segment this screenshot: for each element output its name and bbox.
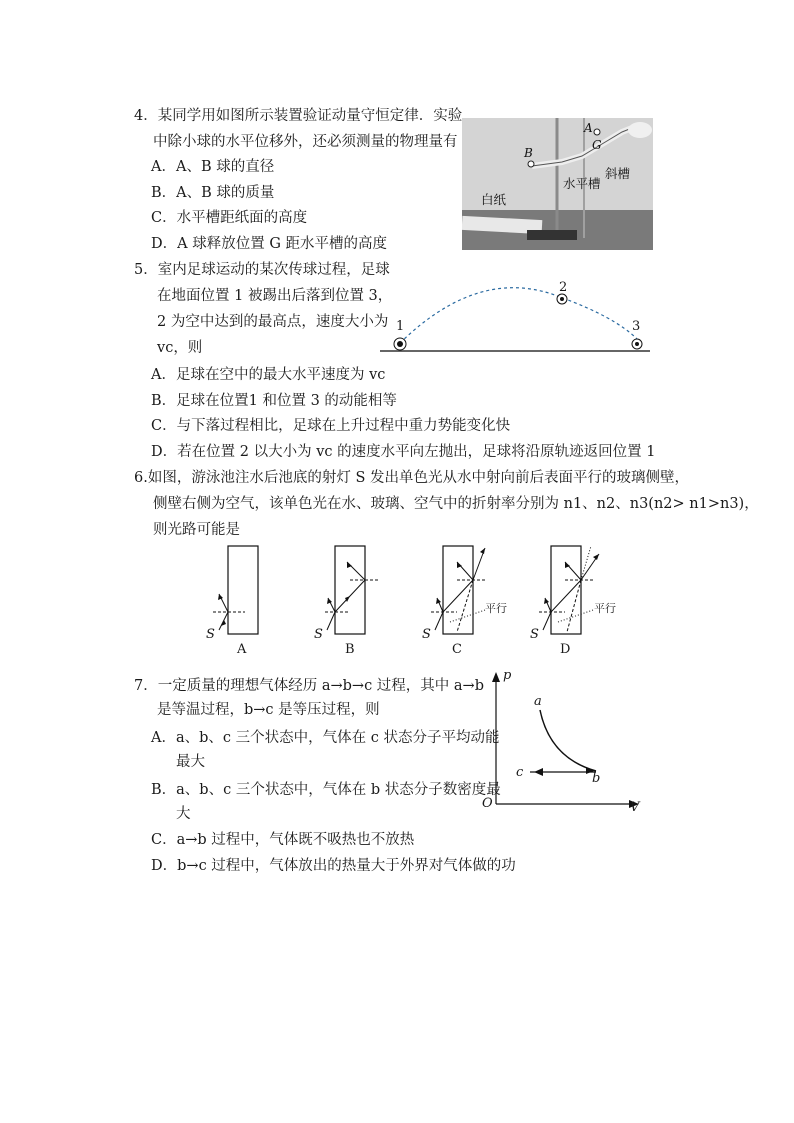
q7-pv-graph	[478, 668, 643, 818]
figure-c	[431, 546, 487, 634]
q5-stem-line4: vc，则	[157, 340, 203, 356]
position-3-label: 3	[632, 319, 641, 334]
fig-label-c: C	[452, 642, 462, 657]
q4-option-a: A．A、B 球的直径	[151, 159, 275, 175]
q7-option-d: D．b→c 过程中，气体放出的热量大于外界对气体做的功	[151, 858, 516, 874]
parallel-label-d: 平行	[594, 602, 616, 615]
source-s-d: S	[530, 627, 539, 642]
q5-option-a: A．足球在空中的最大水平速度为 vc	[151, 367, 386, 383]
figure-a	[213, 546, 258, 634]
q4-number: 4．	[134, 108, 158, 124]
q7-option-a-cont: 最大	[176, 754, 205, 770]
q7-stem-line1: 7．一定质量的理想气体经历 a→b→c 过程，其中 a→b	[134, 678, 484, 694]
label-white-paper: 白纸	[481, 192, 507, 207]
source-s-a: S	[206, 627, 215, 642]
q4-option-d: D．A 球释放位置 G 距水平槽的高度	[151, 236, 388, 252]
q5-stem-line2: 在地面位置 1 被踢出后落到位置 3，	[157, 288, 393, 304]
q5-trajectory-figure	[380, 275, 655, 360]
q7-stem-line2: 是等温过程，b→c 是等压过程，则	[157, 702, 380, 718]
q5-stem-line3: 2 为空中达到的最高点，速度大小为	[157, 314, 389, 330]
fig-label-a: A	[237, 642, 247, 657]
q5-stem-line1: 5．室内足球运动的某次传球过程，足球	[134, 262, 390, 278]
q6-optics-figures	[195, 540, 635, 650]
parallel-label-c: 平行	[485, 602, 507, 615]
label-horizontal-groove: 水平槽	[563, 176, 601, 191]
q5-option-b: B．足球在位置1 和位置 3 的动能相等	[151, 393, 397, 409]
isotherm-ab	[540, 710, 596, 771]
graph-label-a: a	[534, 694, 542, 709]
graph-label-p: p	[503, 668, 512, 683]
q6-stem-line3: 则光路可能是	[153, 522, 240, 538]
q5-option-d: D．若在位置 2 以大小为 vc 的速度水平向左抛出，足球将沿原轨迹返回位置 1	[151, 444, 656, 460]
q5-number: 5．	[134, 262, 158, 278]
fig-label-d: D	[560, 642, 571, 657]
q7-option-b-cont: 大	[176, 806, 191, 822]
q4-stem-line2: 中除小球的水平位移外，还必须测量的物理量有	[153, 134, 458, 150]
trajectory-path	[400, 288, 637, 343]
figure-d	[539, 546, 599, 634]
label-g: G	[592, 138, 602, 152]
q7-number: 7．	[134, 678, 158, 694]
label-b: B	[524, 146, 533, 160]
position-2-label: 2	[559, 280, 568, 295]
source-s-c: S	[422, 627, 431, 642]
label-slope-groove: 斜槽	[605, 166, 631, 181]
graph-label-c: c	[516, 765, 524, 780]
position-1-label: 1	[396, 319, 405, 334]
q4-apparatus-photo	[462, 118, 653, 250]
q6-number: 6.	[134, 470, 148, 486]
q4-stem-line1: 4．某同学用如图所示装置验证动量守恒定律．实验	[134, 108, 463, 124]
fig-label-b: B	[345, 642, 355, 657]
q7-option-b: B．a、b、c 三个状态中，气体在 b 状态分子数密度最	[151, 782, 501, 798]
label-a: A	[584, 121, 593, 135]
graph-label-v: V	[630, 800, 640, 815]
q5-option-c: C．与下落过程相比，足球在上升过程中重力势能变化快	[151, 418, 511, 434]
q6-stem-line1: 6.如图，游泳池注水后池底的射灯 S 发出单色光从水中射向前后表面平行的玻璃侧壁，	[134, 470, 689, 486]
figure-b	[325, 546, 380, 634]
apparatus-drawing	[462, 118, 653, 250]
q7-option-c: C．a→b 过程中，气体既不吸热也不放热	[151, 832, 415, 848]
graph-label-o: O	[482, 796, 493, 811]
q4-option-c: C．水平槽距纸面的高度	[151, 210, 308, 226]
q7-option-a: A．a、b、c 三个状态中，气体在 c 状态分子平均动能	[151, 730, 500, 746]
source-s-b: S	[314, 627, 323, 642]
q6-stem-line2: 侧壁右侧为空气，该单色光在水、玻璃、空气中的折射率分别为 n1、n2、n3(n2> n1>n3)，	[153, 496, 759, 512]
q4-option-b: B．A、B 球的质量	[151, 185, 275, 201]
graph-label-b: b	[592, 771, 601, 786]
